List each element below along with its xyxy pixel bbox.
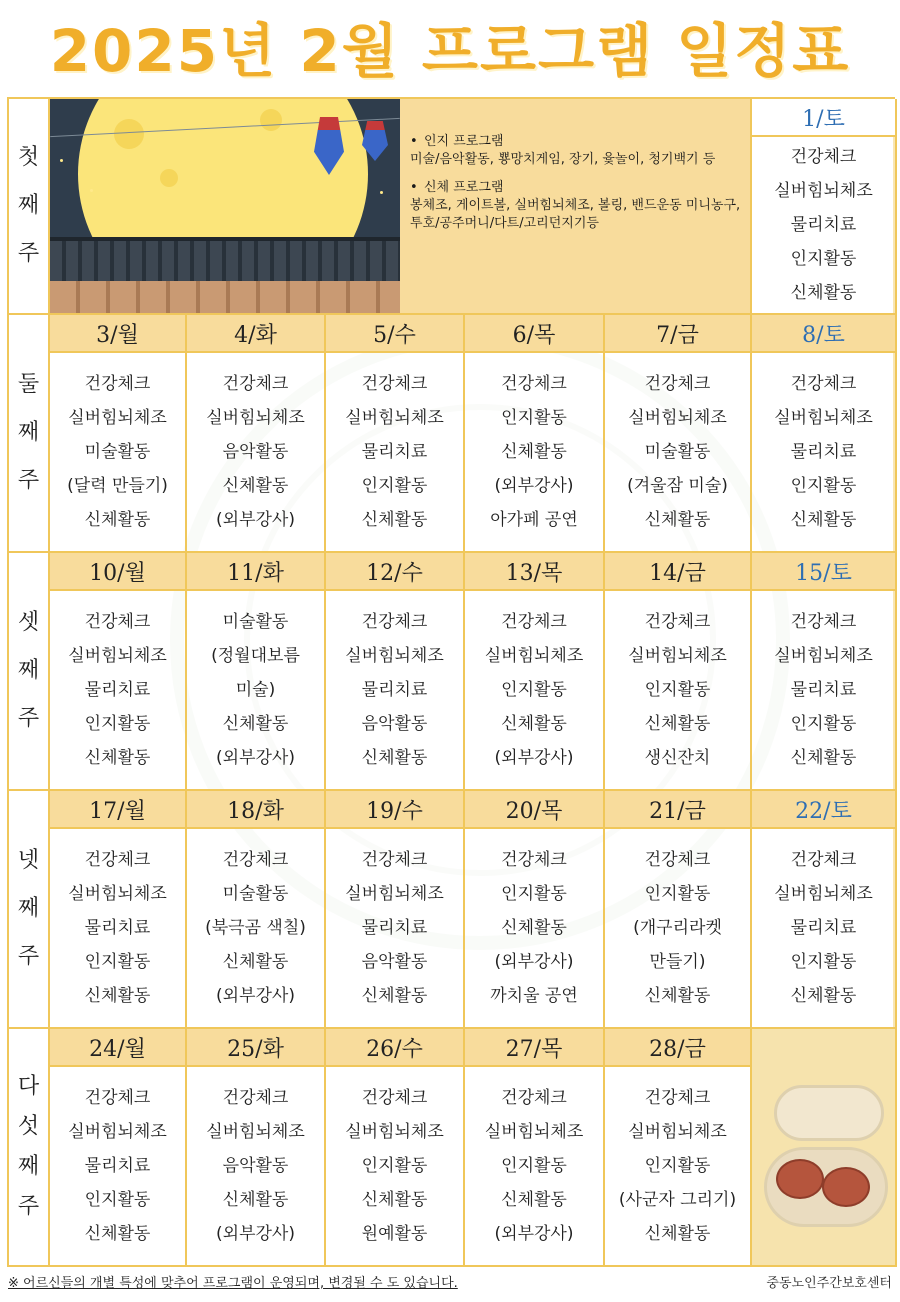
activity: 신체활동	[222, 952, 289, 972]
day-header: 25/화	[187, 1029, 326, 1067]
activity: 물리치료	[361, 918, 428, 938]
activity: 신체활동	[790, 283, 857, 303]
activity: 인지활동	[790, 249, 857, 269]
activity: 물리치료	[790, 215, 857, 235]
activity: 건강체크	[222, 1088, 289, 1108]
activity: (북극곰 색칠)	[205, 918, 306, 938]
week-label-char: 첫	[17, 145, 40, 170]
moonlit-night-illustration	[50, 99, 400, 315]
activity: 만들기)	[649, 952, 706, 972]
activity: 실버힘뇌체조	[68, 408, 167, 428]
day-activities	[465, 1067, 605, 1267]
peanut-kernel	[776, 1159, 824, 1199]
activity: 신체활동	[501, 442, 567, 462]
day-header: 3/월	[50, 315, 187, 353]
day-activities	[465, 591, 605, 791]
activity: 미술활동	[644, 442, 711, 462]
moon-crater	[260, 109, 282, 131]
activity: 신체활동	[84, 986, 151, 1006]
activity: 음악활동	[361, 952, 428, 972]
activity: 실버힘뇌체조	[345, 884, 444, 904]
day-header: 12/수	[326, 553, 465, 591]
day-header: 21/금	[605, 791, 752, 829]
activity: 실버힘뇌체조	[484, 1122, 584, 1142]
week-label-char: 째	[17, 1154, 40, 1179]
organization-name: 중동노인주간보호센터	[766, 1276, 892, 1291]
day-activities	[50, 591, 187, 791]
day-activities	[187, 591, 326, 791]
activity: 미술활동	[84, 442, 151, 462]
week-label-2	[9, 315, 50, 553]
activity: 인지활동	[501, 408, 567, 428]
activity: 신체활동	[222, 714, 289, 734]
activity: 건강체크	[361, 1088, 428, 1108]
activity: 인지활동	[790, 476, 857, 496]
activity: 물리치료	[361, 680, 428, 700]
day-header: 15/토	[752, 553, 897, 591]
activity: 미술활동	[222, 612, 289, 632]
activity: (외부강사)	[494, 476, 574, 496]
activity: 미술활동	[222, 884, 289, 904]
activity: 건강체크	[84, 374, 151, 394]
activity: 인지활동	[790, 714, 857, 734]
week-label-4	[9, 791, 50, 1029]
activity: (정월대보름	[211, 646, 300, 666]
activity: 실버힘뇌체조	[206, 408, 305, 428]
physical-program-items: 봉체조, 게이트볼, 실버힘뇌체조, 볼링, 밴드운동 미니농구, 투호/공주머니/다트/고리던지기등	[410, 198, 741, 231]
activity: 까치울 공연	[490, 986, 578, 1006]
activity: 물리치료	[361, 442, 428, 462]
activity: 인지활동	[790, 952, 857, 972]
week-label-char: 째	[17, 193, 40, 218]
star-icon	[60, 159, 63, 162]
day-header: 24/월	[50, 1029, 187, 1067]
day-activities	[752, 829, 897, 1029]
activity: 신체활동	[644, 714, 711, 734]
week-label-char: 섯	[17, 1114, 40, 1139]
physical-program-heading: • 신체 프로그램	[410, 179, 750, 197]
activity: 건강체크	[222, 374, 289, 394]
day-header: 5/수	[326, 315, 465, 353]
activity: 물리치료	[84, 1156, 151, 1176]
activity: 건강체크	[501, 374, 567, 394]
day-header: 26/수	[326, 1029, 465, 1067]
activity: 미술)	[235, 680, 276, 700]
moon-crater	[114, 119, 144, 149]
activity: 인지활동	[644, 1156, 711, 1176]
activity: 실버힘뇌체조	[628, 408, 727, 428]
day-activities	[187, 1067, 326, 1267]
day-header: 6/목	[465, 315, 605, 353]
week-label-char: 주	[17, 468, 40, 493]
activity: 음악활동	[222, 442, 289, 462]
day-header: 4/화	[187, 315, 326, 353]
activity: 실버힘뇌체조	[68, 884, 167, 904]
activity: 음악활동	[361, 714, 428, 734]
activity: 건강체크	[361, 850, 428, 870]
day-header: 18/화	[187, 791, 326, 829]
activity: 물리치료	[84, 680, 151, 700]
day-activities	[605, 591, 752, 791]
day-header: 19/수	[326, 791, 465, 829]
day-activities	[187, 353, 326, 553]
peanut-kernel	[822, 1167, 870, 1207]
activity: (외부강사)	[216, 510, 295, 530]
activity: 신체활동	[790, 748, 857, 768]
week-label-char: 주	[17, 706, 40, 731]
activity: 건강체크	[501, 1088, 567, 1108]
activity: (개구리라켓	[633, 918, 722, 938]
activity: 건강체크	[790, 147, 857, 167]
day-header: 27/목	[465, 1029, 605, 1067]
activity: 건강체크	[644, 850, 711, 870]
peanut-illustration	[752, 1029, 897, 1267]
day-header: 13/목	[465, 553, 605, 591]
activity: 신체활동	[222, 1190, 289, 1210]
activity: 인지활동	[501, 680, 567, 700]
cognitive-program-items: 미술/음악활동, 뿅망치게임, 장기, 윷놀이, 청기백기 등	[410, 152, 716, 167]
week-label-char: 째	[17, 420, 40, 445]
activity: (달력 만들기)	[67, 476, 168, 496]
activity: 신체활동	[644, 1224, 711, 1244]
activity: 인지활동	[361, 1156, 428, 1176]
activity: 신체활동	[644, 510, 711, 530]
activity: 인지활동	[644, 884, 711, 904]
activity: 건강체크	[501, 612, 567, 632]
activity: 건강체크	[361, 612, 428, 632]
activity: 건강체크	[222, 850, 289, 870]
cognitive-program-heading: • 인지 프로그램	[410, 133, 750, 151]
footer-note: ※ 어르신들의 개별 특성에 맞추어 프로그램이 운영되며, 변경될 수 도 있습니다.	[8, 1276, 458, 1291]
day-activities	[605, 1067, 752, 1267]
activity: (사군자 그리기)	[618, 1190, 737, 1210]
page-title: 2025년 2월 프로그램 일정표	[49, 17, 851, 85]
activity: 물리치료	[790, 442, 857, 462]
day-header: 20/목	[465, 791, 605, 829]
activity: 인지활동	[84, 952, 151, 972]
activity: 인지활동	[501, 884, 567, 904]
day-activities	[326, 591, 465, 791]
activity: (외부강사)	[494, 748, 574, 768]
week-label-1	[9, 99, 50, 315]
activity: 신체활동	[790, 986, 857, 1006]
week-label-char: 넷	[17, 848, 40, 873]
activity: 인지활동	[84, 714, 151, 734]
week-label-char: 다	[17, 1074, 40, 1099]
activity: 실버힘뇌체조	[774, 646, 873, 666]
day-activities	[50, 1067, 187, 1267]
day-activities	[326, 1067, 465, 1267]
day-activities	[752, 353, 897, 553]
activity: 건강체크	[84, 612, 151, 632]
week-label-char: 둘	[17, 372, 40, 397]
day-header: 28/금	[605, 1029, 752, 1067]
activity: 건강체크	[790, 850, 857, 870]
day-header: 7/금	[605, 315, 752, 353]
activity: 신체활동	[501, 1190, 567, 1210]
week-label-char: 셋	[17, 610, 40, 635]
activity: (겨울잠 미술)	[627, 476, 728, 496]
activity: 물리치료	[84, 918, 151, 938]
activity: (외부강사)	[216, 1224, 295, 1244]
activity: 건강체크	[84, 850, 151, 870]
activity: 신체활동	[361, 1190, 428, 1210]
activity: 실버힘뇌체조	[68, 646, 167, 666]
activity: 실버힘뇌체조	[345, 1122, 444, 1142]
day-activities	[465, 353, 605, 553]
day-activities	[187, 829, 326, 1029]
activity: (외부강사)	[216, 986, 295, 1006]
activity: 음악활동	[222, 1156, 289, 1176]
activity: 실버힘뇌체조	[628, 646, 727, 666]
schedule-table	[7, 97, 895, 1267]
activity: 실버힘뇌체조	[345, 408, 444, 428]
stone-wall-illustration	[50, 281, 400, 315]
week-label-char: 째	[17, 658, 40, 683]
week-label-char: 주	[17, 241, 40, 266]
day-activities	[752, 591, 897, 791]
day-header: 10/월	[50, 553, 187, 591]
activity: 신체활동	[361, 986, 428, 1006]
day-header: 11/화	[187, 553, 326, 591]
activity: 신체활동	[84, 748, 151, 768]
day-header: 17/월	[50, 791, 187, 829]
week-label-char: 주	[17, 1194, 40, 1219]
week-label-char: 째	[17, 896, 40, 921]
week-label-5	[9, 1029, 50, 1267]
day-activities	[50, 353, 187, 553]
activity: 인지활동	[501, 1156, 567, 1176]
activity: (외부강사)	[494, 952, 574, 972]
activity: 생신잔치	[644, 748, 711, 768]
activity: 건강체크	[644, 1088, 711, 1108]
week-label-char: 주	[17, 944, 40, 969]
activity: 실버힘뇌체조	[774, 884, 873, 904]
activity: 건강체크	[644, 612, 711, 632]
day-activities	[326, 353, 465, 553]
day-header: 14/금	[605, 553, 752, 591]
star-icon	[90, 189, 93, 192]
day-activities	[752, 137, 897, 315]
activity: 실버힘뇌체조	[484, 646, 584, 666]
activity: 물리치료	[790, 680, 857, 700]
activity: 인지활동	[361, 476, 428, 496]
peanut-shell	[774, 1085, 884, 1141]
day-header: 22/토	[752, 791, 897, 829]
activity: 신체활동	[790, 510, 857, 530]
intro-banner	[50, 99, 752, 315]
activity: 실버힘뇌체조	[774, 181, 873, 201]
activity: 인지활동	[644, 680, 711, 700]
activity: 건강체크	[501, 850, 567, 870]
day-header: 1/토	[752, 99, 897, 137]
activity: 실버힘뇌체조	[628, 1122, 727, 1142]
activity: 건강체크	[790, 374, 857, 394]
day-activities	[605, 353, 752, 553]
moon-crater	[160, 169, 178, 187]
activity: (외부강사)	[494, 1224, 574, 1244]
day-activities	[605, 829, 752, 1029]
activity: 신체활동	[501, 714, 567, 734]
activity: 인지활동	[84, 1190, 151, 1210]
activity: 신체활동	[361, 748, 428, 768]
activity: 건강체크	[84, 1088, 151, 1108]
activity: 건강체크	[790, 612, 857, 632]
activity: 신체활동	[84, 1224, 151, 1244]
activity: 신체활동	[644, 986, 711, 1006]
week-label-3	[9, 553, 50, 791]
activity: 실버힘뇌체조	[68, 1122, 167, 1142]
day-activities	[465, 829, 605, 1029]
activity: (외부강사)	[216, 748, 295, 768]
activity: 실버힘뇌체조	[774, 408, 873, 428]
activity: 건강체크	[644, 374, 711, 394]
activity: 신체활동	[222, 476, 289, 496]
activity: 아가페 공연	[490, 510, 578, 530]
activity: 건강체크	[361, 374, 428, 394]
activity: 물리치료	[790, 918, 857, 938]
hanok-roof-illustration	[50, 237, 400, 281]
program-info	[410, 131, 750, 243]
day-activities	[326, 829, 465, 1029]
star-icon	[380, 191, 383, 194]
day-activities	[50, 829, 187, 1029]
day-header: 8/토	[752, 315, 897, 353]
activity: 신체활동	[361, 510, 428, 530]
activity: 신체활동	[501, 918, 567, 938]
activity: 실버힘뇌체조	[206, 1122, 305, 1142]
activity: 신체활동	[84, 510, 151, 530]
activity: 실버힘뇌체조	[345, 646, 444, 666]
activity: 원예활동	[361, 1224, 428, 1244]
